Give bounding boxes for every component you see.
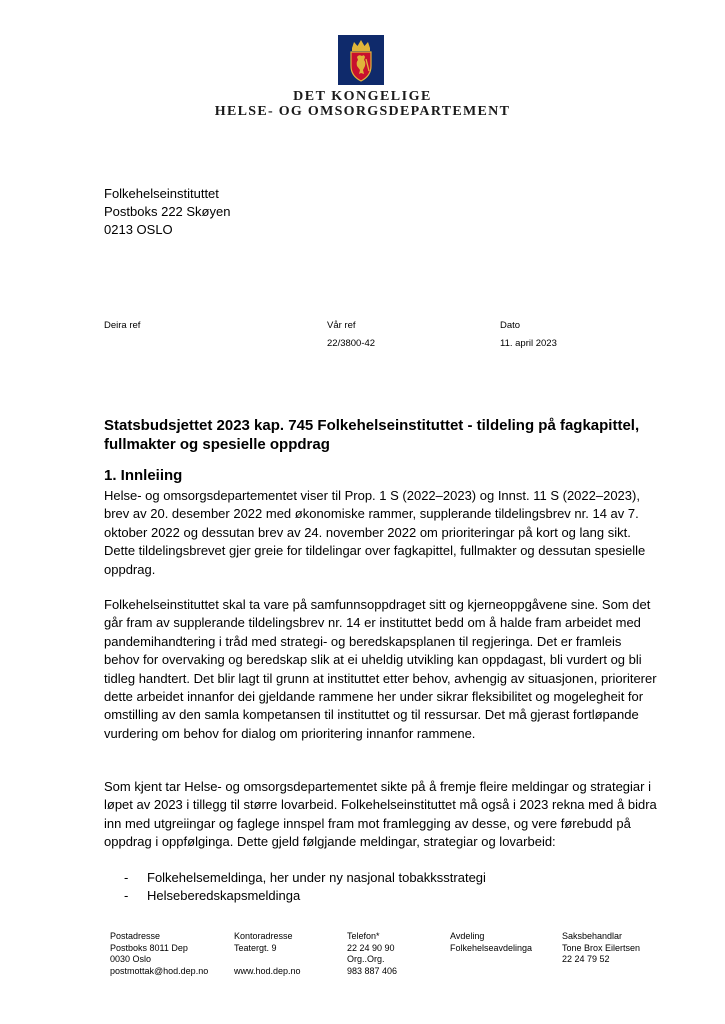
footer-telefon-label: Telefon* bbox=[347, 931, 380, 941]
footer-kontoradresse-label: Kontoradresse bbox=[234, 931, 293, 941]
footer-telefon-line1: 22 24 90 90 bbox=[347, 942, 395, 953]
var-ref-label: Vår ref bbox=[327, 320, 356, 331]
bullet-dash: - bbox=[124, 888, 129, 904]
footer-telefon-line2: Org..Org. bbox=[347, 954, 385, 965]
list-item-text: Helseberedskapsmeldinga bbox=[147, 888, 301, 904]
footer-email: postmottak@hod.dep.no bbox=[110, 965, 209, 976]
letter-title: Statsbudsjettet 2023 kap. 745 Folkehelseinstituttet - tildeling på fagkapittel, fullmakter og spesielle oppdrag bbox=[104, 417, 640, 453]
footer-avdeling-line1: Folkehelseavdelinga bbox=[450, 942, 533, 953]
date-label: Dato bbox=[500, 320, 521, 331]
department-name-line1: DET KONGELIGE bbox=[293, 89, 432, 104]
footer-saksbehandlar-label: Saksbehandlar bbox=[562, 931, 623, 941]
list-item-text: Folkehelsemeldinga, her under ny nasjonal tobakksstrategi bbox=[147, 870, 486, 885]
date-value: 11. april 2023 bbox=[500, 338, 557, 349]
recipient-postbox: Postboks 222 Skøyen bbox=[104, 204, 231, 219]
norwegian-coat-of-arms-icon bbox=[338, 35, 384, 85]
recipient-address bbox=[104, 185, 230, 239]
var-ref-value: 22/3800-42 bbox=[327, 338, 376, 349]
footer-kontoradresse bbox=[234, 931, 301, 977]
recipient-name: Folkehelseinstituttet bbox=[104, 186, 219, 201]
footer-telefon-line3: 983 887 406 bbox=[347, 965, 398, 976]
list-item bbox=[124, 887, 486, 905]
footer-saksbehandlar bbox=[562, 931, 640, 966]
paragraph-mandate: Folkehelseinstituttet skal ta vare på samfunnsoppdraget sitt og kjerneoppgåvene sine. Som det går fram av supplerande tildelingsbrev nr. 14 er instituttet bedd om å halde fram arbeidet med pandemihandtering i tråd med strategi- og beredskapsplanen til regjeringa. Det er framleis behov for overvaking og beredskap slik at ei uheldig utvikling kan oppdagast, bli vurdert og bli tidleg handtert. Det blir lagt til grunn at instituttet etter behov, avhengig av situasjonen, prioriterer dette arbeidet innanfor dei gjeldande rammene her under sikrar fleksibilitet og mogelegheit for omstilling av den samla kompetansen til instituttet og til ressursar. Det må gjerast fortløpande vurdering om behov for dialog om prioritering innanfor rammene. bbox=[104, 597, 657, 741]
footer-saksbehandlar-line2: 22 24 79 52 bbox=[562, 954, 610, 965]
footer-avdeling bbox=[450, 931, 532, 954]
footer-saksbehandlar-line1: Tone Brox Eilertsen bbox=[562, 942, 641, 953]
department-name-line2: HELSE- OG OMSORGSDEPARTEMENT bbox=[214, 104, 511, 119]
paragraph-strategies: Som kjent tar Helse- og omsorgsdepartementet sikte på å fremje fleire meldingar og strategiar i løpet av 2023 i tillegg til større lovarbeid. Folkehelseinstituttet må også i 2023 rekna med å bidra inn med utgreiingar og faglege innspel fram mot framlegging av desse, og vere førebudd på oppdrag i oppfølginga. Dette gjeld følgjande meldingar, strategiar og lovarbeid: bbox=[104, 779, 657, 850]
footer-kontoradresse-line1: Teatergt. 9 bbox=[234, 942, 277, 953]
list-item bbox=[124, 869, 486, 887]
footer-website: www.hod.dep.no bbox=[234, 965, 301, 976]
footer-postadresse bbox=[110, 931, 208, 977]
paragraph-intro: Helse- og omsorgsdepartementet viser til Prop. 1 S (2022–2023) og Innst. 11 S (2022–2023), brev av 20. desember 2022 med økonomiske rammer, supplerande tildelingsbrev nr. 14 av 7. oktober 2022 og dessutan brev av 24. november 2022 om prioriteringar på kort og lang sikt. Dette tildelingsbrevet gjer greie for tildelingar over fagkapittel, fullmakter og dessutan spesielle oppdrag. bbox=[104, 488, 646, 577]
footer-telefon bbox=[347, 931, 397, 977]
footer-avdeling-label: Avdeling bbox=[450, 931, 485, 941]
footer-postadresse-label: Postadresse bbox=[110, 931, 161, 941]
footer-postadresse-line1: Postboks 8011 Dep bbox=[110, 942, 188, 953]
bullet-dash: - bbox=[124, 870, 129, 885]
recipient-postcode: 0213 OSLO bbox=[104, 222, 173, 237]
bullet-list bbox=[124, 869, 486, 906]
deira-ref-label: Deira ref bbox=[104, 320, 141, 331]
section-heading: 1. Innleiing bbox=[104, 467, 183, 484]
footer-postadresse-line2: 0030 Oslo bbox=[110, 954, 152, 965]
